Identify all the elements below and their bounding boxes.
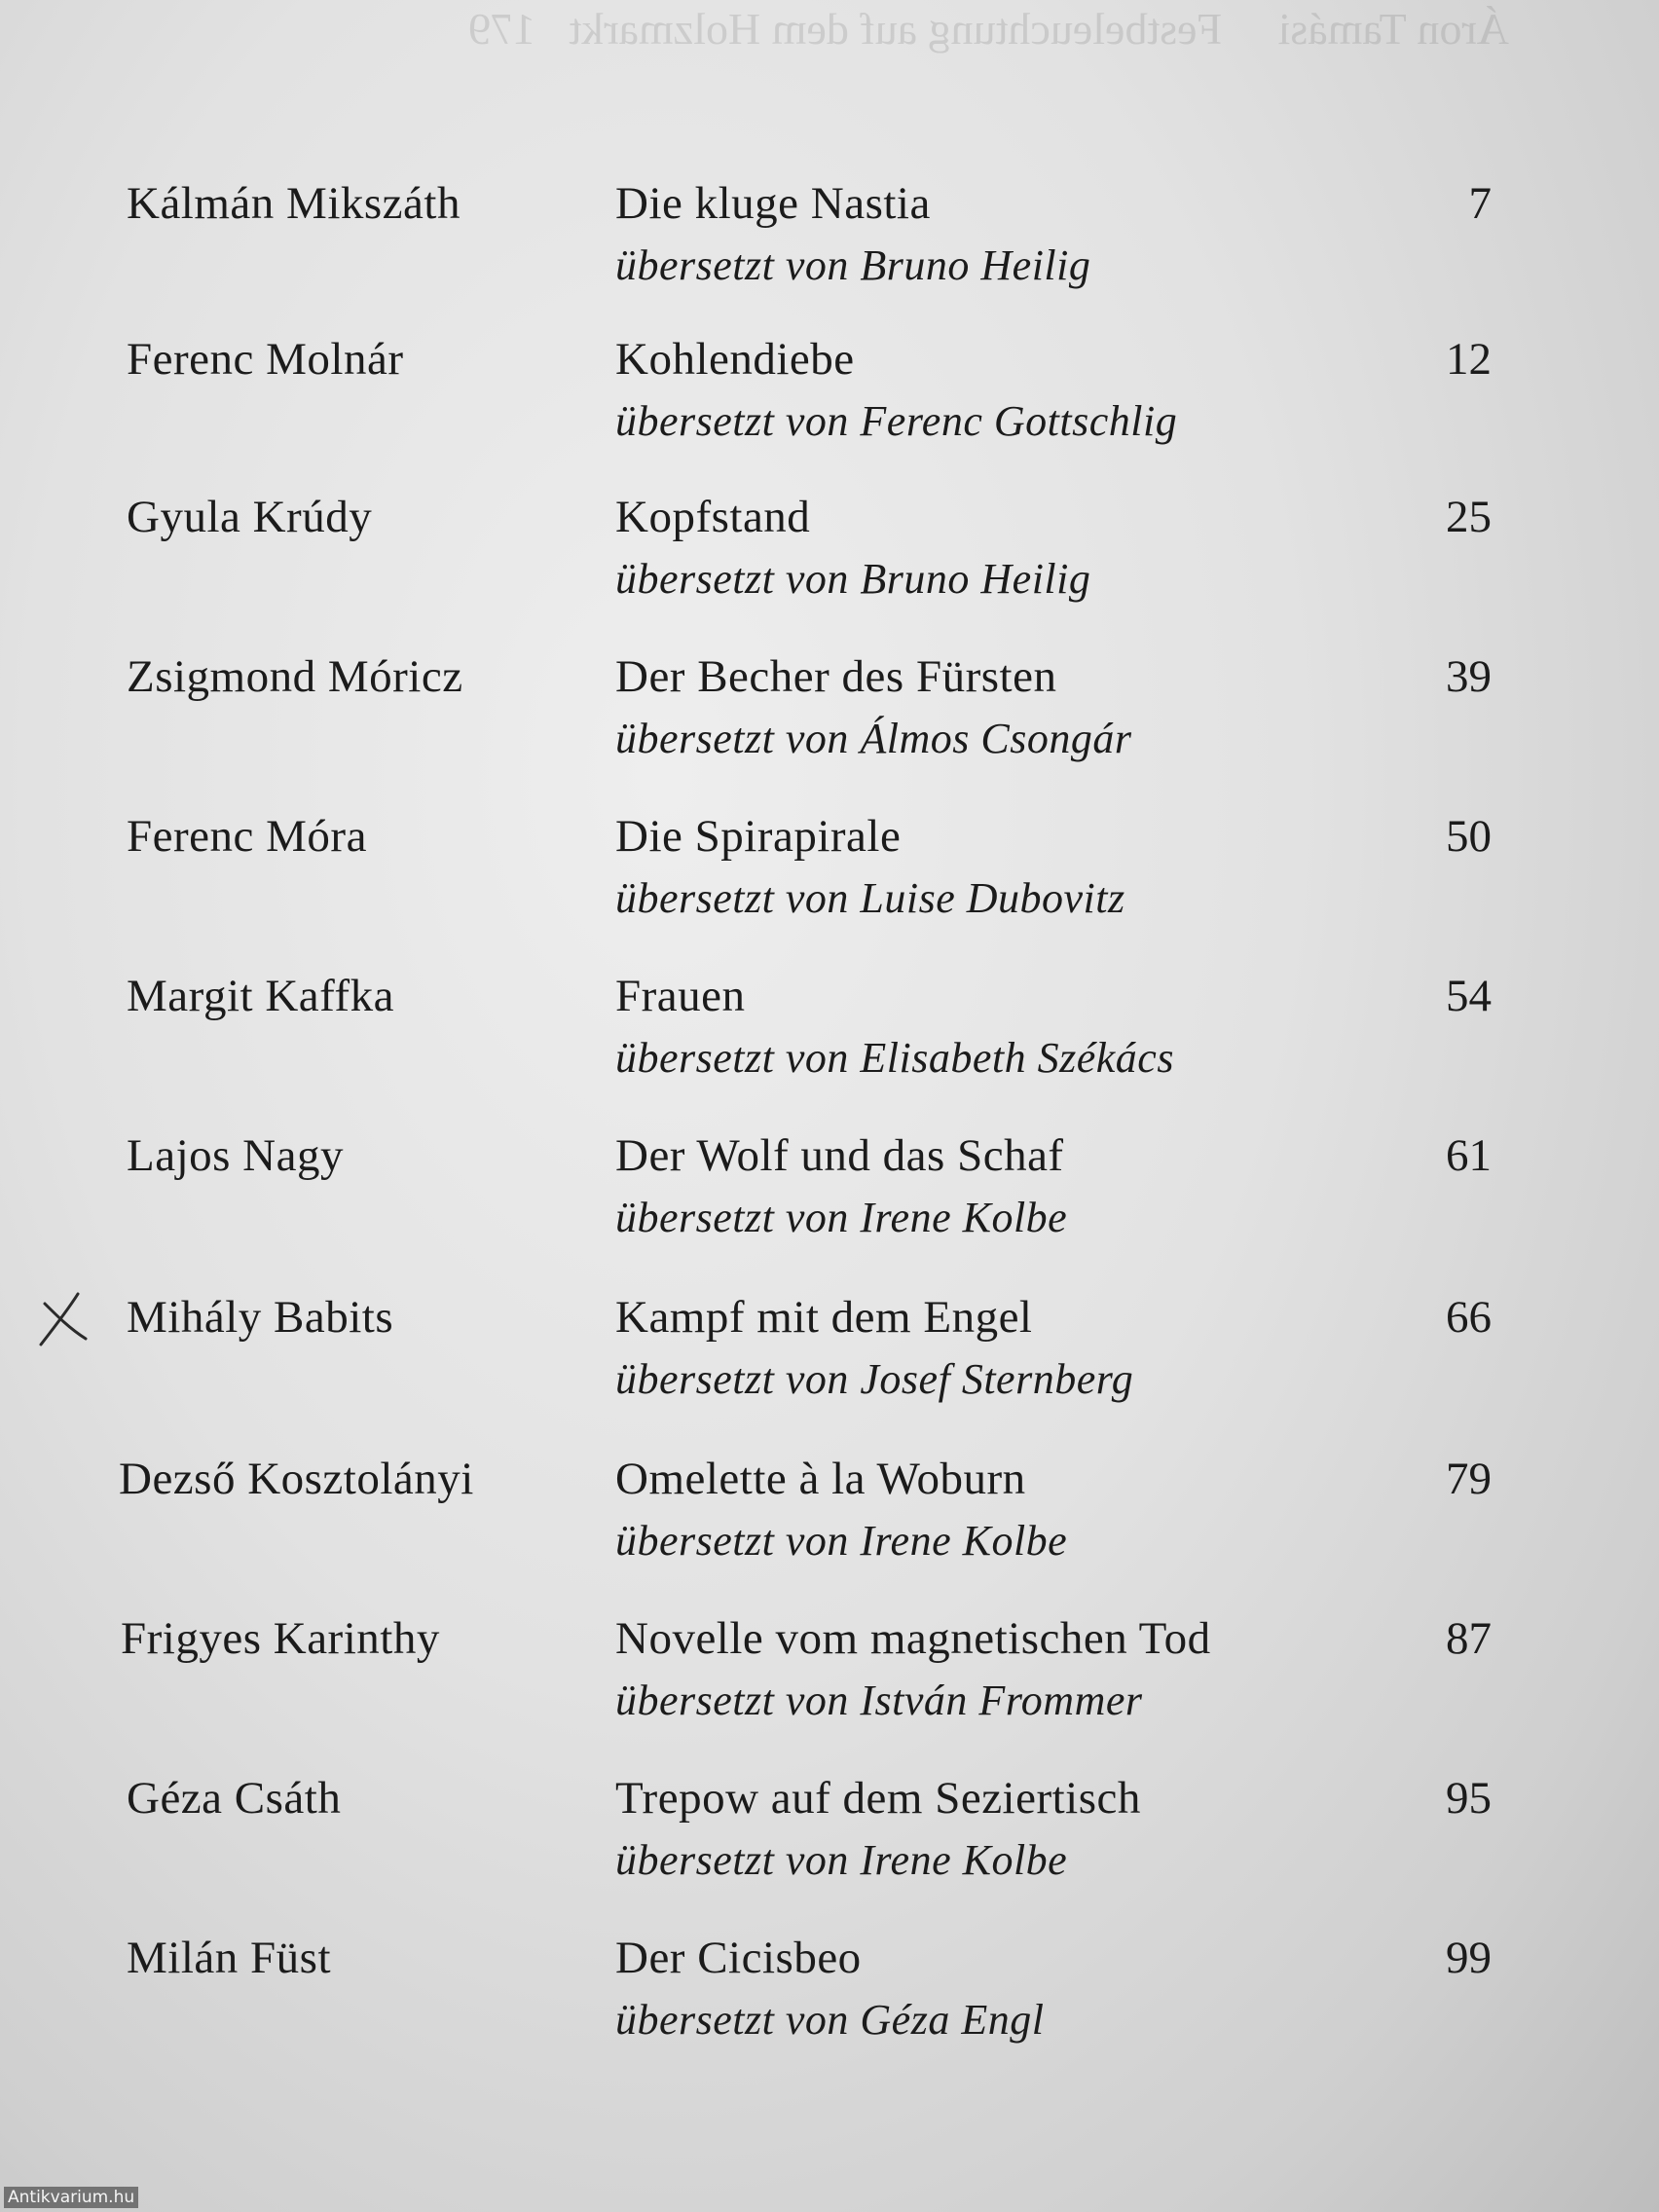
story-title: Omelette à la Woburn [615, 1454, 1026, 1504]
page-number: 7 [1468, 178, 1492, 229]
toc-entry [0, 1449, 1659, 1595]
story-title: Der Wolf und das Schaf [615, 1130, 1064, 1181]
author-name: Margit Kaffka [127, 971, 394, 1021]
page-number: 66 [1446, 1292, 1492, 1343]
author-name: Milán Füst [127, 1933, 332, 1983]
story-title: Der Becher des Fürsten [615, 651, 1057, 702]
story-title: Die kluge Nastia [615, 178, 931, 229]
author-name: Kálmán Mikszáth [127, 178, 461, 229]
translator-line: übersetzt von Irene Kolbe [615, 1836, 1068, 1884]
translator-line: übersetzt von Josef Sternberg [615, 1355, 1134, 1403]
translator-line: übersetzt von Elisabeth Székács [615, 1034, 1174, 1082]
toc-entry [0, 173, 1659, 319]
page-number: 39 [1446, 651, 1492, 702]
toc-entry [0, 487, 1659, 633]
story-title: Trepow auf dem Seziertisch [615, 1773, 1141, 1824]
translator-line: übersetzt von Irene Kolbe [615, 1194, 1068, 1241]
toc-entry [0, 806, 1659, 952]
author-name: Dezső Kosztolányi [119, 1454, 474, 1504]
page-number: 99 [1446, 1933, 1492, 1983]
author-name: Ferenc Molnár [127, 334, 404, 385]
story-title: Frauen [615, 971, 746, 1021]
toc-entry [0, 1768, 1659, 1914]
author-name: Lajos Nagy [127, 1130, 344, 1181]
toc-entry [0, 329, 1659, 475]
bleed-through-text: Áron Tamási Festbeleuchtung auf dem Holzmarkt 179 [467, 4, 1509, 54]
toc-entry [0, 966, 1659, 1112]
page-number: 61 [1446, 1130, 1492, 1181]
story-title: Novelle vom magnetischen Tod [615, 1613, 1211, 1664]
author-name: Zsigmond Móricz [127, 651, 463, 702]
page-number: 12 [1446, 334, 1492, 385]
author-name: Gyula Krúdy [127, 492, 373, 542]
page-number: 50 [1446, 811, 1492, 862]
page-number: 87 [1446, 1613, 1492, 1664]
story-title: Die Spirapirale [615, 811, 902, 862]
page-number: 54 [1446, 971, 1492, 1021]
author-name: Mihály Babits [127, 1292, 394, 1343]
watermark-label: Antikvarium.hu [4, 2187, 138, 2208]
toc-entry [0, 646, 1659, 793]
translator-line: übersetzt von Ferenc Gottschlig [615, 397, 1178, 445]
story-title: Kampf mit dem Engel [615, 1292, 1033, 1343]
page-number: 79 [1446, 1454, 1492, 1504]
toc-entry [0, 1928, 1659, 2074]
translator-line: übersetzt von Bruno Heilig [615, 241, 1091, 289]
page-number: 25 [1446, 492, 1492, 542]
translator-line: übersetzt von István Frommer [615, 1677, 1143, 1724]
translator-line: übersetzt von Luise Dubovitz [615, 874, 1125, 922]
author-name: Frigyes Karinthy [121, 1613, 440, 1664]
toc-entry [0, 1287, 1659, 1433]
translator-line: übersetzt von Géza Engl [615, 1996, 1045, 2044]
translator-line: übersetzt von Bruno Heilig [615, 555, 1091, 603]
author-name: Géza Csáth [127, 1773, 342, 1824]
toc-entry [0, 1125, 1659, 1272]
toc-entry [0, 1608, 1659, 1754]
translator-line: übersetzt von Álmos Csongár [615, 715, 1132, 762]
translator-line: übersetzt von Irene Kolbe [615, 1517, 1068, 1565]
author-name: Ferenc Móra [127, 811, 367, 862]
page-number: 95 [1446, 1773, 1492, 1824]
story-title: Der Cicisbeo [615, 1933, 862, 1983]
story-title: Kohlendiebe [615, 334, 855, 385]
handwritten-x-mark-icon [35, 1290, 90, 1348]
story-title: Kopfstand [615, 492, 811, 542]
